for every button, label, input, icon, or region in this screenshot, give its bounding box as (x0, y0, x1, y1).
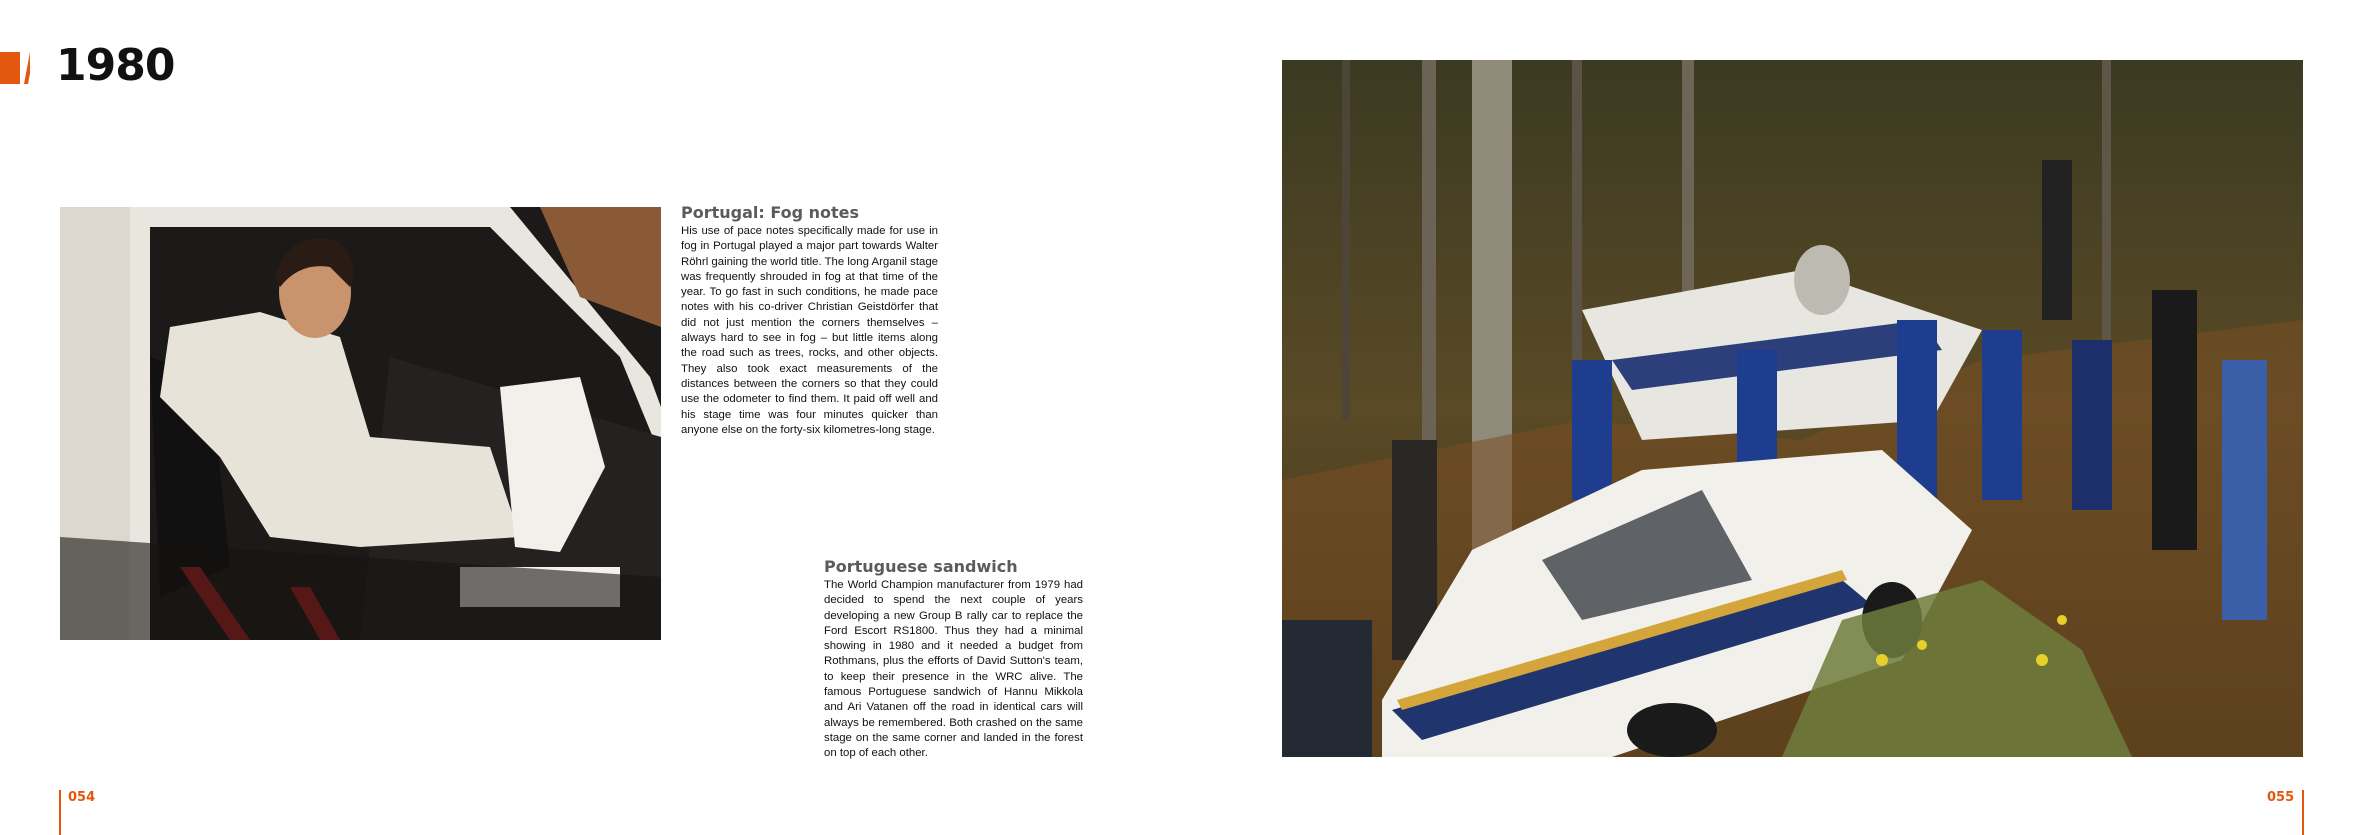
overturned-rally-car-photo (1282, 60, 2303, 757)
footer-rule-right (2302, 790, 2304, 835)
page-number-right: 055 (2267, 790, 2295, 805)
page-number-left: 054 (68, 790, 96, 805)
footer-rule-left (59, 790, 61, 835)
article-portuguese-sandwich (824, 557, 1083, 762)
year-marker-icon (0, 52, 30, 84)
driver-in-car-photo (60, 207, 661, 640)
article-portugal-fog-notes (681, 203, 938, 438)
article-title: Portuguese sandwich (824, 557, 1018, 576)
article-body: His use of pace notes specifically made for use in fog in Portugal played a major part towards Walter Röhrl gaining the world title. The long Arganil stage was frequently shrouded in fog at that time of the year. To go fast in such conditions, he made pace notes with his co-driver Christian Geistdörfer that did not just mention the corners themselves – always hard to see in fog – but little items along the road such as trees, rocks, and other objects. They also took exact measurements of the distances between the corners so that they could use the odometer to find them. It paid off well and his stage time was four minutes quicker than anyone else on the forty-six kilometres-long stage. (681, 225, 938, 436)
article-body: The World Champion manufacturer from 1979 had decided to spend the next couple of years developing a new Group B rally car to replace the Ford Escort RS1800. Thus they had a minimal showing in 1980 and it needed a budget from Rothmans, plus the efforts of David Sutton's team, to keep their presence in the WRC alive. The famous Portuguese sandwich of Hannu Mikkola and Ari Vatanen off the road in identical cars will always be remembered. Both crashed on the same stage on the same corner and landed in the forest on top of each other. (824, 579, 1083, 760)
article-title: Portugal: Fog notes (681, 203, 860, 222)
year-title: 1980 (56, 40, 175, 91)
